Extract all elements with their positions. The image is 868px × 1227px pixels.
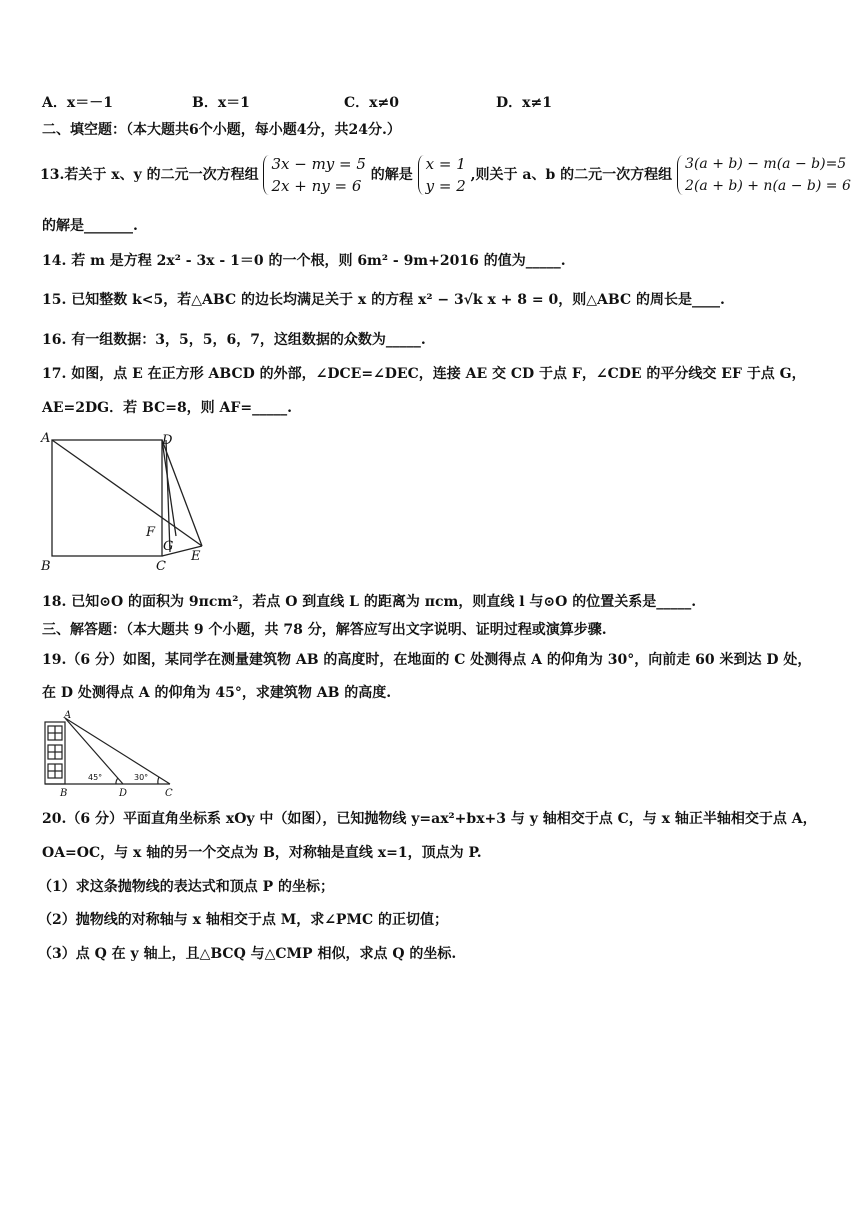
q13-solution-x: x = 1 bbox=[425, 155, 466, 173]
q13-prefix: 13.若关于 x、y 的二元一次方程组 bbox=[40, 167, 259, 183]
q13-solution-y: y = 2 bbox=[425, 177, 466, 195]
question-13 bbox=[40, 151, 851, 199]
label-a: A bbox=[64, 710, 72, 721]
label-b: B bbox=[60, 788, 68, 798]
label-g: G bbox=[163, 539, 174, 554]
angle-30-label: 30° bbox=[134, 773, 149, 782]
figure-17-square-diagram bbox=[36, 428, 216, 576]
question-20-part-3: （3）点 Q 在 y 轴上，且△BCQ 与△CMP 相似，求点 Q 的坐标. bbox=[38, 946, 457, 962]
option-b: B．x＝1 bbox=[192, 95, 250, 111]
option-a: A．x＝－1 bbox=[42, 95, 113, 111]
label-d: D bbox=[162, 433, 173, 448]
question-20-line-2: OA=OC，与 x 轴的另一个交点为 B，对称轴是直线 x=1，顶点为 P. bbox=[42, 845, 482, 861]
segment-ae bbox=[52, 440, 202, 546]
q13-system-2-eq1: 3(a + b) − m(a − b)=5 bbox=[685, 156, 847, 172]
section-3-heading: 三、解答题：（本大题共 9 个小题，共 78 分，解答应写出文字说明、证明过程或演算步骤. bbox=[42, 622, 607, 638]
label-e: E bbox=[191, 549, 201, 564]
q13-solution bbox=[418, 153, 466, 197]
label-c: C bbox=[165, 788, 173, 798]
label-c: C bbox=[156, 559, 166, 574]
question-19-line-1: 19.（6 分）如图，某同学在测量建筑物 AB 的高度时，在地面的 C 处测得点 A 的仰角为 30°，向前走 60 米到达 D 处， bbox=[42, 652, 812, 668]
section-2-heading: 二、填空题：（本大题共6个小题，每小题4分，共24分.） bbox=[42, 122, 401, 138]
question-17-line-1: 17. 如图，点 E 在正方形 ABCD 的外部，∠DCE=∠DEC，连接 AE 交 CD 于点 F，∠CDE 的平分线交 EF 于点 G， bbox=[42, 366, 806, 382]
label-f: F bbox=[146, 525, 156, 540]
angle-arc-c bbox=[158, 777, 159, 784]
option-d: D．x≠1 bbox=[496, 95, 552, 111]
angle-arc-d bbox=[116, 778, 118, 784]
question-15: 15. 已知整数 k<5，若△ABC 的边长均满足关于 x 的方程 x² − 3√k x + 8 = 0，则△ABC 的周长是____. bbox=[42, 292, 725, 308]
label-b: B bbox=[41, 559, 51, 574]
question-16: 16. 有一组数据：3，5，5，6，7，这组数据的众数为_____. bbox=[42, 332, 426, 348]
question-20-line-1: 20.（6 分）平面直角坐标系 xOy 中（如图），已知抛物线 y=ax²+bx+3 与 y 轴相交于点 C，与 x 轴正半轴相交于点 A， bbox=[42, 811, 817, 827]
question-19-line-2: 在 D 处测得点 A 的仰角为 45°，求建筑物 AB 的高度. bbox=[42, 685, 392, 701]
figure-19-building-diagram bbox=[38, 710, 178, 798]
q13-system-2 bbox=[677, 153, 851, 197]
q13-system-1-eq1: 3x − my = 5 bbox=[271, 155, 366, 173]
question-18: 18. 已知⊙O 的面积为 9πcm²，若点 O 到直线 L 的距离为 πcm，则直线 l 与⊙O 的位置关系是_____. bbox=[42, 594, 697, 610]
question-17-line-2: AE=2DG．若 BC=8，则 AF=_____. bbox=[42, 400, 292, 416]
question-14: 14. 若 m 是方程 2x² - 3x - 1＝0 的一个根，则 6m² - 9m+2016 的值为_____. bbox=[42, 253, 566, 269]
question-20-part-2: （2）抛物线的对称轴与 x 轴相交于点 M，求∠PMC 的正切值； bbox=[38, 912, 448, 928]
sightline-c bbox=[65, 718, 170, 784]
label-a: A bbox=[41, 431, 51, 446]
option-c: C．x≠0 bbox=[344, 95, 399, 111]
q13-middle-2: ,则关于 a、b 的二元一次方程组 bbox=[470, 167, 673, 183]
q13-system-1-eq2: 2x + ny = 6 bbox=[271, 177, 362, 195]
q13-middle-1: 的解是 bbox=[370, 167, 413, 183]
q13-system-2-eq2: 2(a + b) + n(a − b) = 6 bbox=[685, 178, 851, 194]
q13-system-1 bbox=[263, 153, 365, 197]
q13-tail: 的解是_______. bbox=[42, 218, 138, 234]
label-d: D bbox=[119, 788, 128, 798]
angle-45-label: 45° bbox=[88, 773, 103, 782]
question-20-part-1: （1）求这条抛物线的表达式和顶点 P 的坐标； bbox=[38, 879, 335, 895]
